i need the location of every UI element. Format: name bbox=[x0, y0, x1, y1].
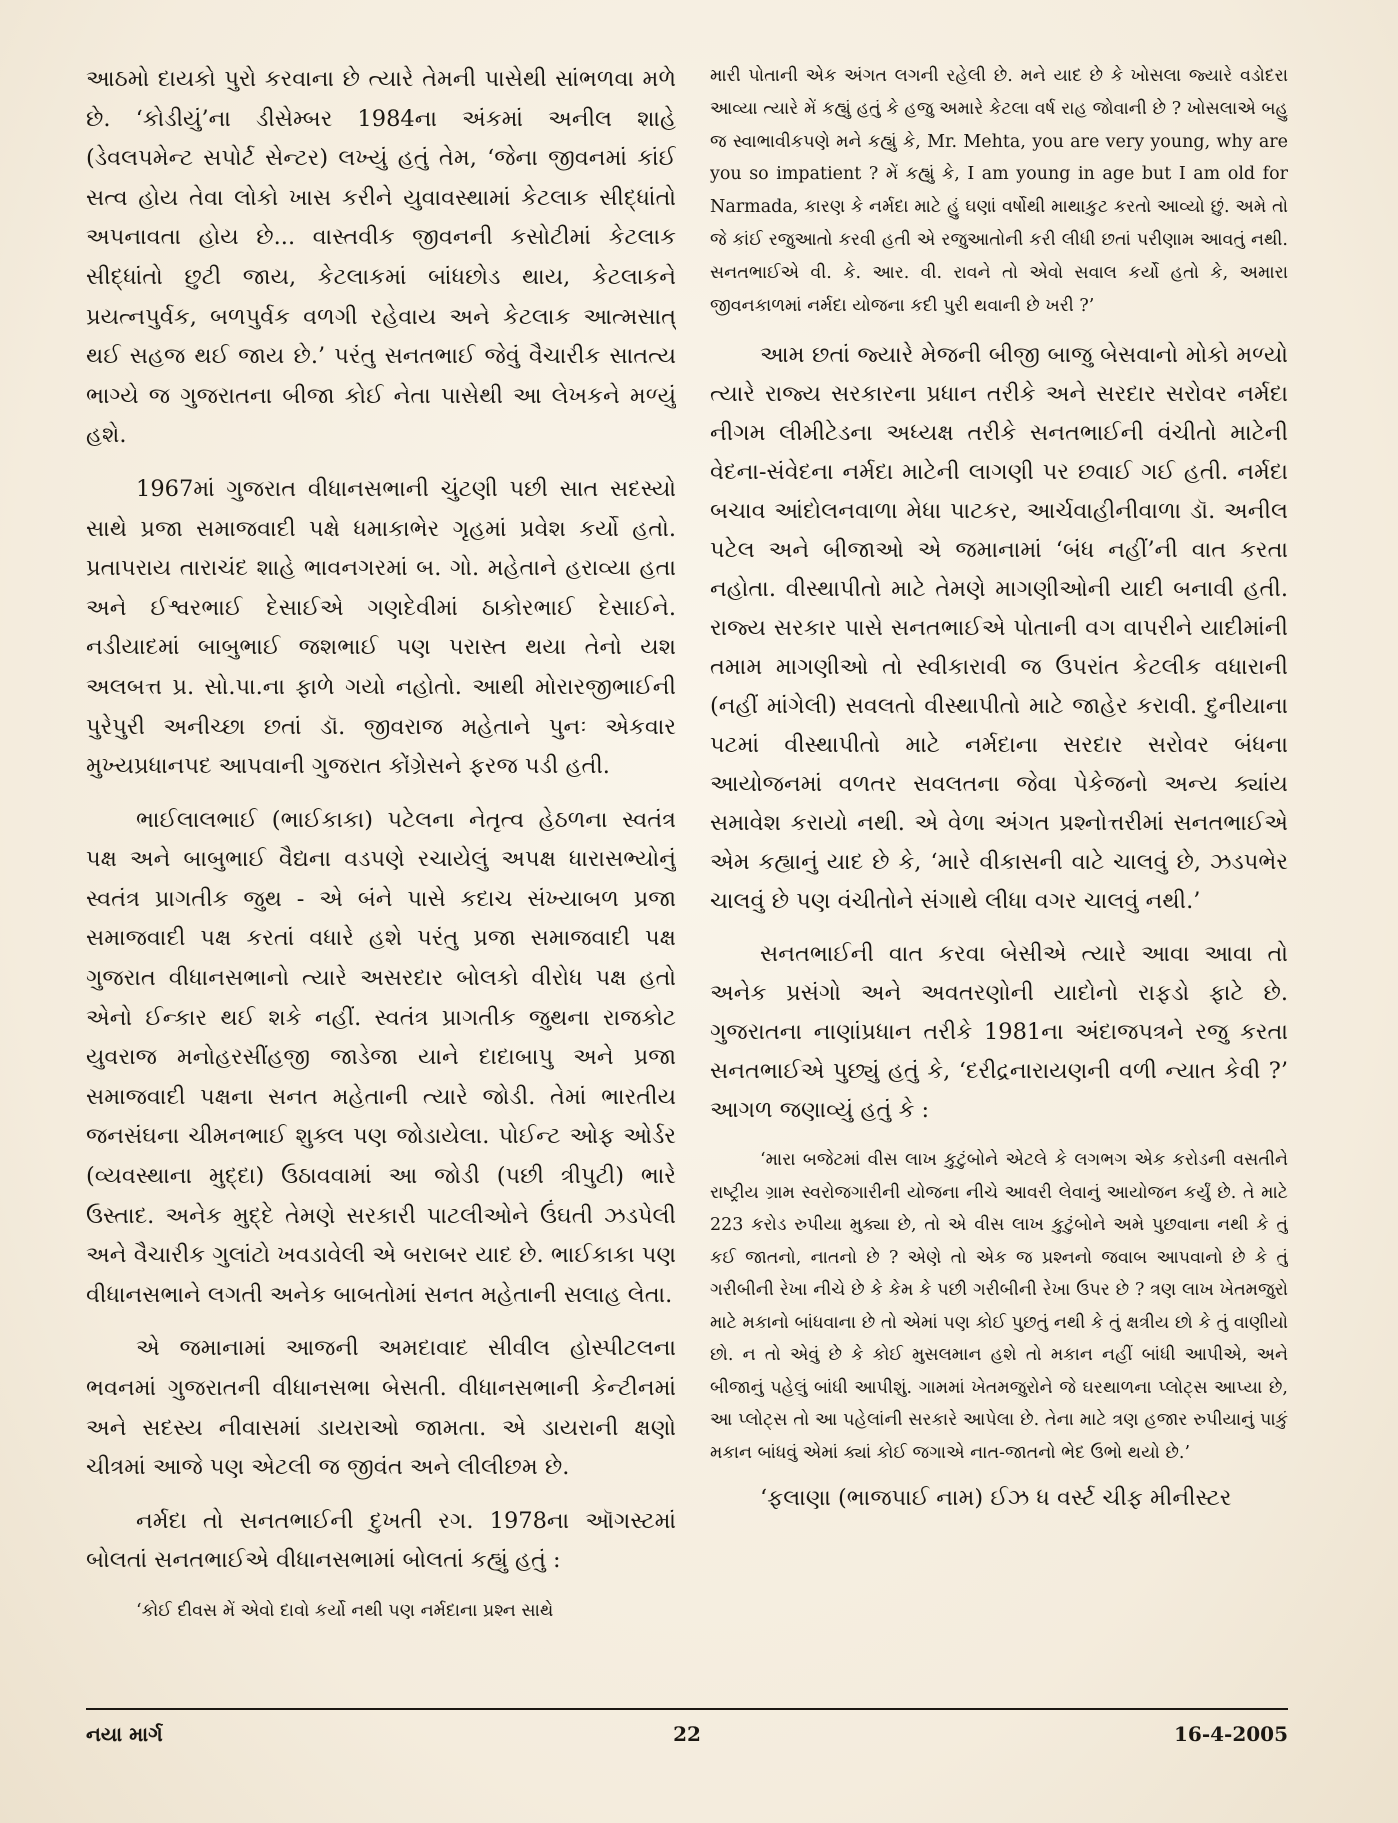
quote-paragraph: ‘મારા બજેટમાં વીસ લાખ કુટુંબોને એટલે કે લગભગ એક કરોડની વસતીને રાષ્ટ્રીય ગ્રામ સ્વરોજગારીની યોજના નીચે આવરી લેવાનું આયોજન કર્યું છે. તે માટે 223 કરોડ રુપીયા મુક્યા છે, તો એ વીસ લાખ કુટુંબોને અમે પુછવાના નથી કે તું કઈ જાતનો, નાતનો છે ? એણે તો એક જ પ્રશ્નનો જવાબ આપવાનો છે કે તું ગરીબીની રેખા નીચે છે કે કેમ કે પછી ગરીબીની રેખા ઉપર છે ? ત્રણ લાખ ખેતમજુરો માટે મકાનો બાંધવાના છે તો એમાં પણ કોઈ પુછતું નથી કે તું ક્ષત્રીય છો કે તું વાણીયો છો. ન તો એવું છે કે કોઈ મુસલમાન હશે તો મકાન નહીં બાંધી આપીએ, અને બીજાનું પહેલું બાંધી આપીશું. ગામમાં ખેતમજુરોને જે ઘરથાળના પ્લોટ્સ આપ્યા છે, આ પ્લોટ્સ તો આ પહેલાંની સરકારે આપેલા છે. તેના માટે ત્રણ હજાર રુપીયાનું પાકું મકાન બાંધવું એમાં ક્યાં કોઈ જગાએ નાત-જાતનો ભેદ ઉભો થયો છે.’ bbox=[710, 1150, 1288, 1463]
paragraph: આમ છતાં જ્યારે મેજની બીજી બાજુ બેસવાનો મોકો મળ્યો ત્યારે રાજ્ય સરકારના પ્રધાન તરીકે અને સરદાર સરોવર નર્મદા નીગમ લીમીટેડના અધ્યક્ષ તરીકે સનતભાઈની વંચીતો માટેની વેદના-સંવેદના નર્મદા માટેની લાગણી પર છવાઈ ગઈ હતી. નર્મદા બચાવ આંદોલનવાળા મેધા પાટકર, આર્ચવાહીનીવાળા ડૉ. અનીલ પટેલ અને બીજાઓ એ જમાનામાં ‘બંધ નહીં’ની વાત કરતા નહોતા. વીસ્થાપીતો માટે તેમણે માગણીઓની યાદી બનાવી હતી. રાજ્ય સરકાર પાસે સનતભાઈએ પોતાની વગ વાપરીને યાદીમાંની તમામ માગણીઓ તો સ્વીકારાવી જ ઉપરાંત કેટલીક વધારાની (નહીં માંગેલી) સવલતો વીસ્થાપીતો માટે જાહેર કરાવી. દુનીયાના પટમાં વીસ્થાપીતો માટે નર્મદાના સરદાર સરોવર બંધના આયોજનમાં વળતર સવલતના જેવા પેકેજનો અન્ય ક્યાંય સમાવેશ કરાયો નથી. એ વેળા અંગત પ્રશ્નોત્તરીમાં સનતભાઈએ એમ કહ્યાનું યાદ છે કે, ‘મારે વીકાસની વાટે ચાલવું છે, ઝડપભેર ચાલવું છે પણ વંચીતોને સંગાથે લીધા વગર ચાલવું નથી.’ bbox=[710, 342, 1288, 915]
page-footer bbox=[86, 1722, 1288, 1752]
footer-rule bbox=[86, 1708, 1288, 1710]
quote-continuation: મારી પોતાની એક અંગત લગની રહેલી છે. મને યાદ છે કે ખોસલા જ્યારે વડોદરા આવ્યા ત્યારે મેં કહ્યું હતું કે હજુ અમારે કેટલા વર્ષ રાહ જોવાની છે ? ખોસલાએ બહુ જ સ્વાભાવીકપણે મને કહ્યું કે, Mr. Mehta, you are very young, why are you so impatient ? મેં કહ્યું કે, I am young in age but I am old for Narmada, કારણ કે નર્મદા માટે હું ઘણાં વર્ષોથી માથાકુટ કરતો આવ્યો છું. અમે તો જે કાંઈ રજુઆતો કરવી હતી એ રજુઆતોની કરી લીધી છતાં પરીણામ આવતું નથી. સનતભાઈએ વી. કે. આર. વી. રાવને તો એવો સવાલ કર્યો હતો કે, અમારા જીવનકાળમાં નર્મદા યોજના કદી પુરી થવાની છે ખરી ?’ bbox=[710, 66, 1288, 316]
issue-date: 16-4-2005 bbox=[1173, 1722, 1288, 1746]
right-column bbox=[710, 60, 1288, 1708]
paragraph: ભાઈલાલભાઈ (ભાઈકાકા) પટેલના નેતૃત્વ હેઠળના સ્વતંત્ર પક્ષ અને બાબુભાઈ વૈદ્યના વડપણે રચાયેલું અપક્ષ ધારાસભ્યોનું સ્વતંત્ર પ્રાગતીક જુથ - એ બંને પાસે કદાચ સંખ્યાબળ પ્રજા સમાજવાદી પક્ષ કરતાં વધારે હશે પરંતુ પ્રજા સમાજવાદી પક્ષ ગુજરાત વીધાનસભાનો ત્યારે અસરદાર બોલકો વીરોધ પક્ષ હતો એનો ઈન્કાર થઈ શકે નહીં. સ્વતંત્ર પ્રાગતીક જુથના રાજકોટ યુવરાજ મનોહરસીંહજી જાડેજા યાને દાદાબાપુ અને પ્રજા સમાજવાદી પક્ષના સનત મહેતાની ત્યારે જોડી. તેમાં ભારતીય જનસંઘના ચીમનભાઈ શુક્લ પણ જોડાયેલા. પોઈન્ટ ઓફ ઓર્ડર (વ્યવસ્થાના મુદ્દા) ઉઠાવવામાં આ જોડી (પછી ત્રીપુટી) ભારે ઉસ્તાદ. અનેક મુદ્દે તેમણે સરકારી પાટલીઓને ઉંઘતી ઝડપેલી અને વૈચારીક ગુલાંટો ખવડાવેલી એ બરાબર યાદ છે. ભાઈકાકા પણ વીધાનસભાને લગતી અનેક બાબતોમાં સનત મહેતાની સલાહ લેતા. bbox=[86, 806, 676, 1308]
quote-paragraph: ‘કોઈ દીવસ મેં એવો દાવો કર્યો નથી પણ નર્મદાના પ્રશ્ન સાથે bbox=[136, 1600, 554, 1621]
page-number: 22 bbox=[673, 1722, 701, 1746]
paragraph: નર્મદા તો સનતભાઈની દુખતી રગ. 1978ના ઑગસ્ટમાં બોલતાં સનતભાઈએ વીધાનસભામાં બોલતાં કહ્યું હતું : bbox=[86, 1507, 676, 1574]
paragraph: 1967માં ગુજરાત વીધાનસભાની ચુંટણી પછી સાત સદસ્યો સાથે પ્રજા સમાજવાદી પક્ષે ધમાકાભેર ગૃહમાં પ્રવેશ કર્યો હતો. પ્રતાપરાય તારાચંદ શાહે ભાવનગરમાં બ. ગો. મહેતાને હરાવ્યા હતા અને ઈશ્વરભાઈ દેસાઈએ ગણદેવીમાં ઠાકોરભાઈ દેસાઈને. નડીયાદમાં બાબુભાઈ જશભાઈ પણ પરાસ્ત થયા તેનો યશ અલબત્ત પ્ર. સો.પા.ના ફાળે ગયો નહોતો. આથી મોરારજીભાઈની પુરેપુરી અનીચ્છા છતાં ડૉ. જીવરાજ મહેતાને પુનઃ એકવાર મુખ્યપ્રધાનપદ આપવાની ગુજરાત કોંગ્રેસને ફરજ પડી હતી. bbox=[86, 475, 676, 780]
paragraph: ‘ફલાણા (ભાજપાઈ નામ) ઈઝ ધ વર્સ્ટ ચીફ મીનીસ્ટર bbox=[760, 1485, 1232, 1512]
left-column bbox=[86, 60, 676, 1690]
paragraph: આઠમો દાયકો પુરો કરવાના છે ત્યારે તેમની પાસેથી સાંભળવા મળે છે. ‘કોડીયું’ના ડીસેમ્બર 1984ના અંકમાં અનીલ શાહે (ડેવલપમેન્ટ સપોર્ટ સેન્ટર) લખ્યું હતું તેમ, ‘જેના જીવનમાં કાંઈ સત્વ હોય તેવા લોકો ખાસ કરીને યુવાવસ્થામાં કેટલાક સીદ્ધાંતો અપનાવતા હોય છે... વાસ્તવીક જીવનની કસોટીમાં કેટલાક સીદ્ધાંતો છુટી જાય, કેટલાકમાં બાંધછોડ થાય, કેટલાકને પ્રયત્નપુર્વક, બળપુર્વક વળગી રહેવાય અને કેટલાક આત્મસાત્ થઈ સહજ થઈ જાય છે.’ પરંતુ સનતભાઈ જેવું વૈચારીક સાતત્ય ભાગ્યે જ ગુજરાતના બીજા કોઈ નેતા પાસેથી આ લેખકને મળ્યું હશે. bbox=[86, 66, 676, 449]
paragraph: સનતભાઈની વાત કરવા બેસીએ ત્યારે આવા આવા તો અનેક પ્રસંગો અને અવતરણોની યાદોનો રાફડો ફાટે છે. ગુજરાતના નાણાંપ્રધાન તરીકે 1981ના અંદાજપત્રને રજુ કરતા સનતભાઈએ પુછ્યું હતું કે, ‘દરીદ્રનારાયણની વળી ન્યાત કેવી ?’ આગળ જણાવ્યું હતું કે : bbox=[710, 941, 1288, 1124]
paragraph: એ જમાનામાં આજની અમદાવાદ સીવીલ હોસ્પીટલના ભવનમાં ગુજરાતની વીધાનસભા બેસતી. વીધાનસભાની કેન્ટીનમાં અને સદસ્ય નીવાસમાં ડાયરાઓ જામતા. એ ડાયરાની ક્ષણો ચીત્રમાં આજે પણ એટલી જ જીવંત અને લીલીછમ છે. bbox=[86, 1335, 676, 1481]
magazine-name: નયા માર્ગ bbox=[86, 1722, 163, 1746]
